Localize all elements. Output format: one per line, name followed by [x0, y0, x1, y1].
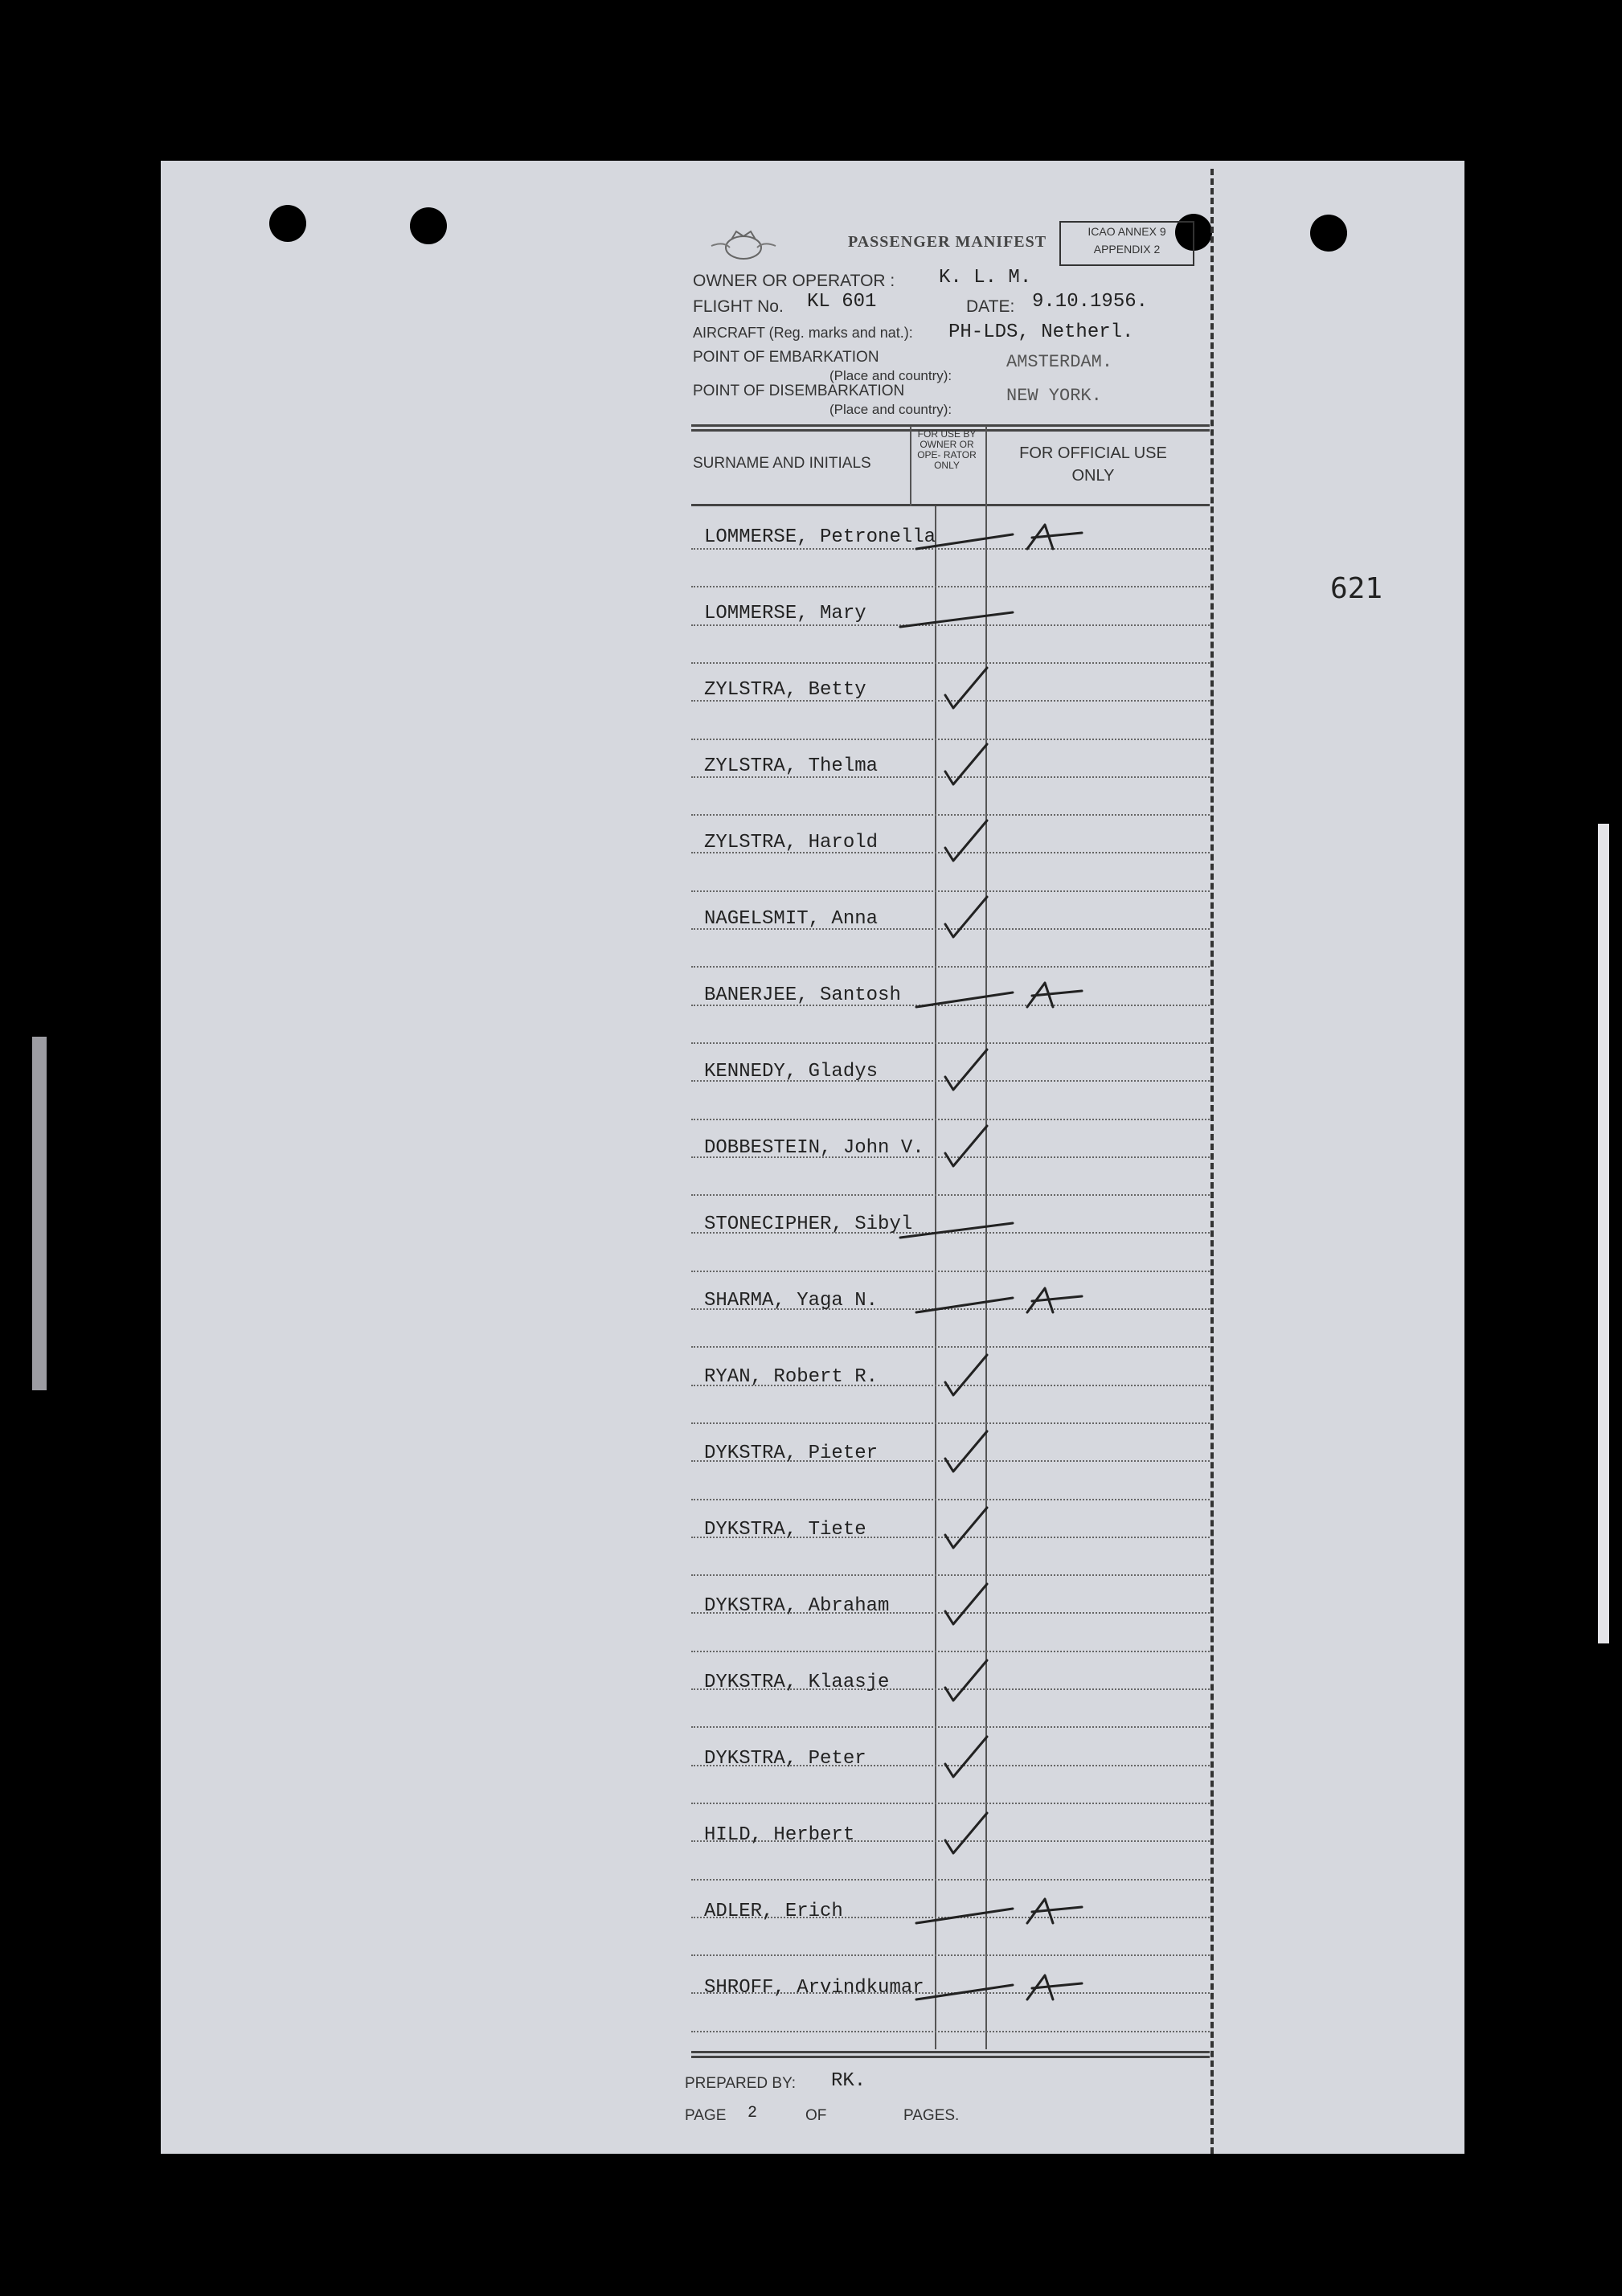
- passenger-name: DYKSTRA, Abraham: [704, 1595, 890, 1617]
- disembark-label: POINT OF DISEMBARKATION: [693, 383, 905, 399]
- passenger-name: ZYLSTRA, Betty: [704, 679, 866, 701]
- passenger-name: LOMMERSE, Petronella: [704, 526, 936, 548]
- passenger-name: ADLER, Erich: [704, 1901, 843, 1922]
- icao-line-2: APPENDIX 2: [1093, 243, 1161, 256]
- strike-line: [900, 612, 1013, 627]
- flight-value: KL 601: [807, 291, 877, 313]
- owner-value: K. L. M.: [939, 267, 1032, 289]
- passenger-name: DYKSTRA, Klaasje: [704, 1672, 890, 1693]
- passenger-name: ZYLSTRA, Harold: [704, 832, 879, 853]
- check-mark: [945, 1126, 987, 1166]
- date-label: DATE:: [966, 297, 1015, 316]
- line-a-mark: [916, 983, 1082, 1007]
- col-official-use: FOR OFFICIAL USE ONLY: [1019, 444, 1167, 485]
- line-a-mark: [916, 1288, 1082, 1312]
- embark-label: POINT OF EMBARKATION: [693, 349, 879, 366]
- check-mark: [945, 1584, 987, 1624]
- embark-sub: (Place and country):: [829, 368, 952, 383]
- passenger-name: DYKSTRA, Tiete: [704, 1519, 866, 1541]
- check-mark: [945, 1737, 987, 1777]
- passenger-name: DOBBESTEIN, John V.: [704, 1137, 924, 1159]
- passenger-name: KENNEDY, Gladys: [704, 1061, 879, 1083]
- check-mark: [945, 1355, 987, 1395]
- col-owner-use: FOR USE BY OWNER OR OPE- RATOR ONLY: [917, 428, 977, 471]
- passenger-name: STONECIPHER, Sibyl: [704, 1213, 913, 1235]
- passenger-name: NAGELSMIT, Anna: [704, 908, 879, 930]
- check-mark: [945, 744, 987, 784]
- check-mark: [945, 1660, 987, 1701]
- prepared-label: PREPARED BY:: [685, 2075, 796, 2092]
- icao-line-1: ICAO ANNEX 9: [1087, 225, 1166, 238]
- strike-line: [900, 1223, 1013, 1238]
- passenger-name: BANERJEE, Santosh: [704, 984, 901, 1006]
- check-mark: [945, 1431, 987, 1471]
- passenger-name: SHROFF, Arvindkumar: [704, 1977, 924, 1999]
- pages-label: PAGES.: [903, 2107, 960, 2124]
- disembark-sub: (Place and country):: [829, 402, 952, 417]
- passenger-name: RYAN, Robert R.: [704, 1366, 879, 1388]
- passenger-name: SHARMA, Yaga N.: [704, 1290, 879, 1312]
- aircraft-value: PH-LDS, Netherl.: [948, 321, 1134, 343]
- page-value: 2: [748, 2104, 758, 2122]
- check-mark: [945, 897, 987, 937]
- aircraft-label: AIRCRAFT (Reg. marks and nat.):: [693, 325, 913, 341]
- check-mark: [945, 1813, 987, 1853]
- line-a-mark: [916, 525, 1082, 549]
- flight-label: FLIGHT No.: [693, 297, 784, 316]
- passenger-name: HILD, Herbert: [704, 1824, 855, 1846]
- check-mark: [945, 668, 987, 708]
- check-mark: [945, 1508, 987, 1548]
- passenger-name: LOMMERSE, Mary: [704, 603, 866, 624]
- line-a-mark: [916, 1899, 1082, 1923]
- prepared-value: RK.: [831, 2070, 866, 2092]
- passenger-name: DYKSTRA, Pieter: [704, 1443, 879, 1464]
- passenger-name: DYKSTRA, Peter: [704, 1748, 866, 1770]
- passenger-name: ZYLSTRA, Thelma: [704, 755, 879, 777]
- check-mark: [945, 1050, 987, 1090]
- embark-value: AMSTERDAM.: [1006, 352, 1113, 372]
- stamp-number: 621: [1330, 572, 1383, 605]
- of-label: OF: [805, 2107, 827, 2124]
- col-surname: SURNAME AND INITIALS: [693, 455, 871, 472]
- manifest-title: PASSENGER MANIFEST: [848, 233, 1047, 251]
- line-a-mark: [916, 1975, 1082, 1999]
- check-mark: [945, 821, 987, 861]
- disembark-value: NEW YORK.: [1006, 386, 1102, 406]
- page-label: PAGE: [685, 2107, 727, 2124]
- date-value: 9.10.1956.: [1032, 291, 1149, 313]
- owner-label: OWNER OR OPERATOR :: [693, 272, 895, 290]
